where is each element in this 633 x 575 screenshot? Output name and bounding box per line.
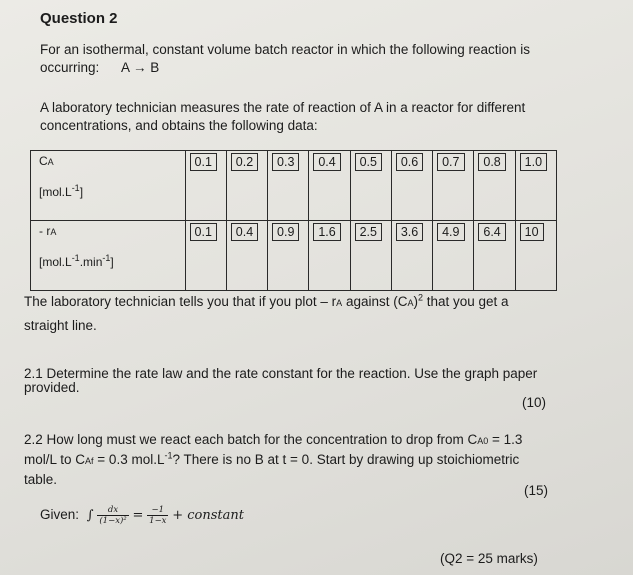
concentration-unit: $[mol.L^{-1}]$ bbox=[39, 183, 84, 199]
q21-line-2: provided. bbox=[24, 380, 80, 395]
table-cell: 0.1 bbox=[185, 221, 226, 291]
total-marks: (Q2 = 25 marks) bbox=[440, 551, 538, 566]
result-fraction: $\frac{-1}{1-x}$ bbox=[149, 505, 167, 526]
after-table-line-2: straight line. bbox=[24, 318, 97, 333]
q22-line-3: table. bbox=[24, 472, 58, 487]
table-cell: 0.8 bbox=[474, 151, 515, 221]
after-table-line-1: The laboratory technician tells you that if you plot – rA against (CA)$^2$ that you get a bbox=[24, 292, 509, 309]
table-cell: 0.2 bbox=[226, 151, 267, 221]
concentration-label-cell bbox=[31, 151, 186, 221]
q22-marks: (15) bbox=[524, 483, 549, 498]
rate-unit: $[mol.L^{-1}.\min^{-1}]$ bbox=[39, 253, 114, 269]
table-row-rate bbox=[31, 221, 557, 291]
table-cell: 3.6 bbox=[391, 221, 432, 291]
plus-constant: + constant bbox=[172, 508, 244, 524]
table-cell: 1.0 bbox=[515, 151, 556, 221]
intro-line-2 bbox=[40, 60, 159, 75]
table-cell: 1.6 bbox=[309, 221, 350, 291]
table-cell: 10 bbox=[515, 221, 556, 291]
equals-sign: = bbox=[132, 508, 144, 524]
para2-line-1: A laboratory technician measures the rate of reaction of A in a reactor for different bbox=[40, 100, 526, 115]
table-cell: 0.9 bbox=[268, 221, 309, 291]
data-table bbox=[30, 150, 557, 291]
integrand-fraction: $\frac{dx}{\text{(1−x)²}}$ bbox=[99, 505, 127, 526]
given-label: Given: bbox=[40, 507, 80, 523]
table-cell: 0.4 bbox=[226, 221, 267, 291]
table-cell: 4.9 bbox=[433, 221, 474, 291]
table-cell: 0.6 bbox=[391, 151, 432, 221]
question-title: Question 2 bbox=[40, 10, 118, 27]
para2-line-2: concentrations, and obtains the following data: bbox=[40, 118, 318, 133]
table-cell: 0.3 bbox=[268, 151, 309, 221]
q21-line-1: 2.1 Determine the rate law and the rate constant for the reaction. Use the graph paper bbox=[24, 366, 538, 381]
table-cell: 0.7 bbox=[433, 151, 474, 221]
rate-label: - rA bbox=[39, 224, 57, 238]
q21-marks: (10) bbox=[522, 395, 547, 410]
occurring-label: occurring: bbox=[40, 60, 100, 75]
q22-line-2: mol/L to CAf = 0.3 $mol.L^{-1}$? There is no B at t = 0. Start by drawing up stoichiometric bbox=[24, 450, 520, 467]
table-cell: 0.1 bbox=[185, 151, 226, 221]
table-cell: 0.5 bbox=[350, 151, 391, 221]
rate-label-cell bbox=[31, 221, 186, 291]
table-cell: 6.4 bbox=[474, 221, 515, 291]
q22-line-1: 2.2 How long must we react each batch for the concentration to drop from CA0 = 1.3 bbox=[24, 432, 523, 447]
table-row-concentration bbox=[31, 151, 557, 221]
table-cell: 2.5 bbox=[350, 221, 391, 291]
intro-line-1: For an isothermal, constant volume batch reactor in which the following reaction is bbox=[40, 42, 530, 57]
integral-sign: ∫ bbox=[86, 508, 94, 524]
given-formula bbox=[40, 505, 244, 526]
concentration-label: CA bbox=[39, 154, 54, 168]
table-cell: 0.4 bbox=[309, 151, 350, 221]
reaction-equation: A → B bbox=[121, 60, 160, 75]
